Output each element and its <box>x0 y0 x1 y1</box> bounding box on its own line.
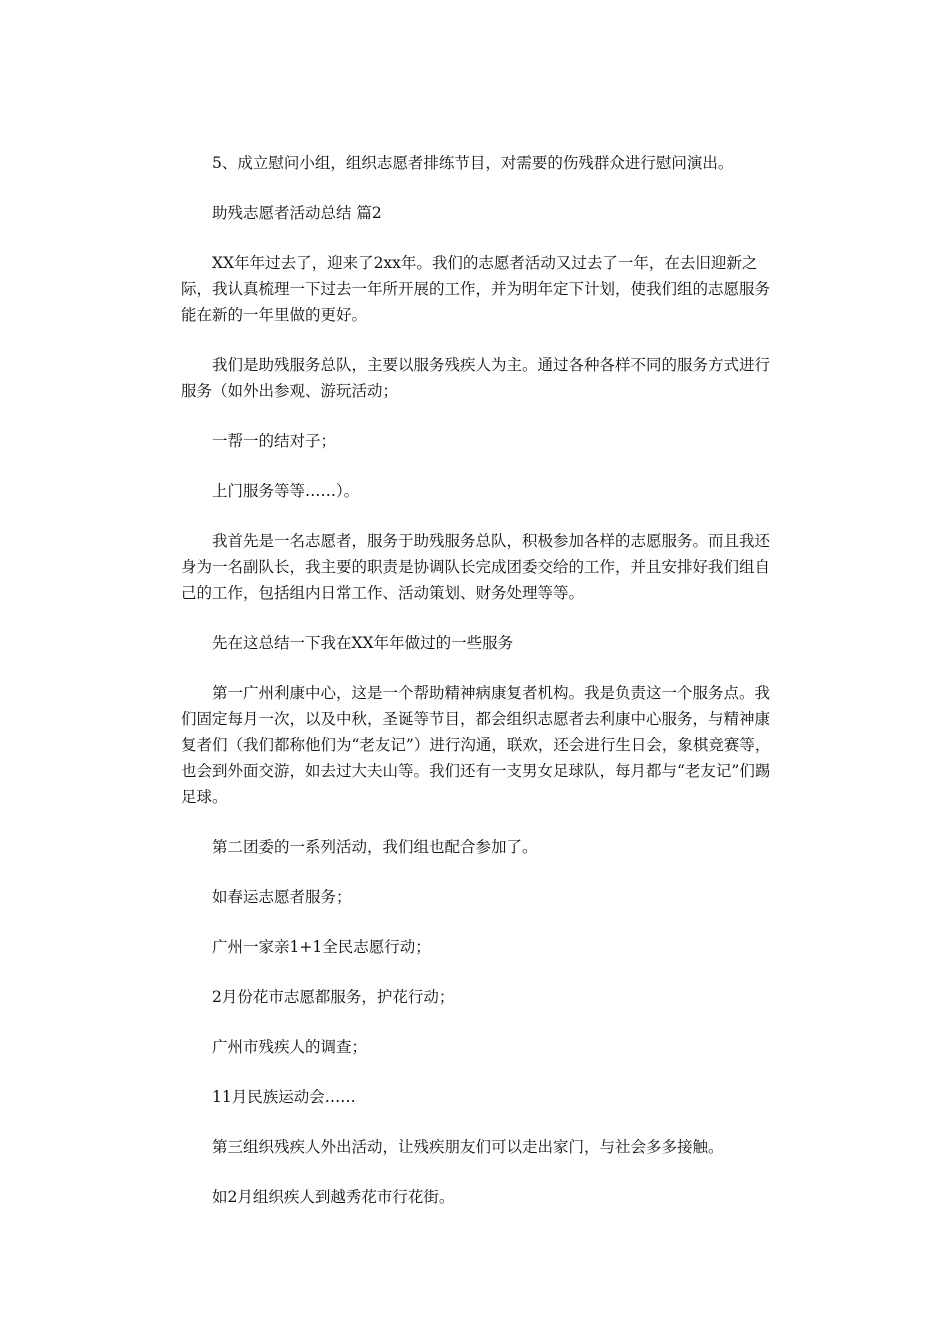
paragraph-third: 第三组织残疾人外出活动，让残疾朋友们可以走出家门，与社会多多接触。 <box>212 1138 724 1156</box>
paragraph-role: 我首先是一名志愿者，服务于助残服务总队，积极参加各样的志愿服务。而且我还身为一名副队长，我主要的职责是协调队长完成团委交给的工作，并且安排好我们组自己的工作，包括组内日常工作、活动策划、财务处理等等。 <box>181 532 771 602</box>
list-item-games: 11月民族运动会…… <box>212 1088 356 1106</box>
paragraph-summary-intro: 先在这总结一下我在XX年年做过的一些服务 <box>212 634 514 652</box>
list-item-guangzhou: 广州一家亲1+1全民志愿行动； <box>212 938 431 956</box>
paragraph-pairing: 一帮一的结对子； <box>212 432 337 450</box>
paragraph-intro: XX年年过去了，迎来了2xx年。我们的志愿者活动又过去了一年，在去旧迎新之际，我认真梳理一下过去一年所开展的工作，并为明年定下计划，使我们组的志愿服务能在新的一年里做的更好。 <box>181 254 771 324</box>
list-item-spring: 如春运志愿者服务； <box>212 888 352 906</box>
paragraph-item-5: 5、成立慰问小组，组织志愿者排练节目，对需要的伤残群众进行慰问演出。 <box>212 154 734 172</box>
list-item-survey: 广州市残疾人的调查； <box>212 1038 368 1056</box>
paragraph-team: 我们是助残服务总队，主要以服务残疾人为主。通过各种各样不同的服务方式进行服务（如外出参观、游玩活动； <box>181 356 771 400</box>
paragraph-second: 第二团委的一系列活动，我们组也配合参加了。 <box>212 838 538 856</box>
paragraph-example: 如2月组织疾人到越秀花市行花街。 <box>212 1188 455 1206</box>
paragraph-home-service: 上门服务等等……）。 <box>212 482 360 500</box>
document-body <box>181 150 771 1234</box>
section-heading: 助残志愿者活动总结 篇2 <box>212 204 382 222</box>
list-item-flower-market: 2月份花市志愿都服务，护花行动； <box>212 988 455 1006</box>
paragraph-first: 第一广州利康中心，这是一个帮助精神病康复者机构。我是负责这一个服务点。我们固定每月一次，以及中秋，圣诞等节目，都会组织志愿者去利康中心服务，与精神康复者们（我们都称他们为“老友记”）进行沟通，联欢，还会进行生日会，象棋竞赛等，也会到外面交游，如去过大夫山等。我们还有一支男女足球队，每月都与“老友记”们踢足球。 <box>181 684 771 806</box>
